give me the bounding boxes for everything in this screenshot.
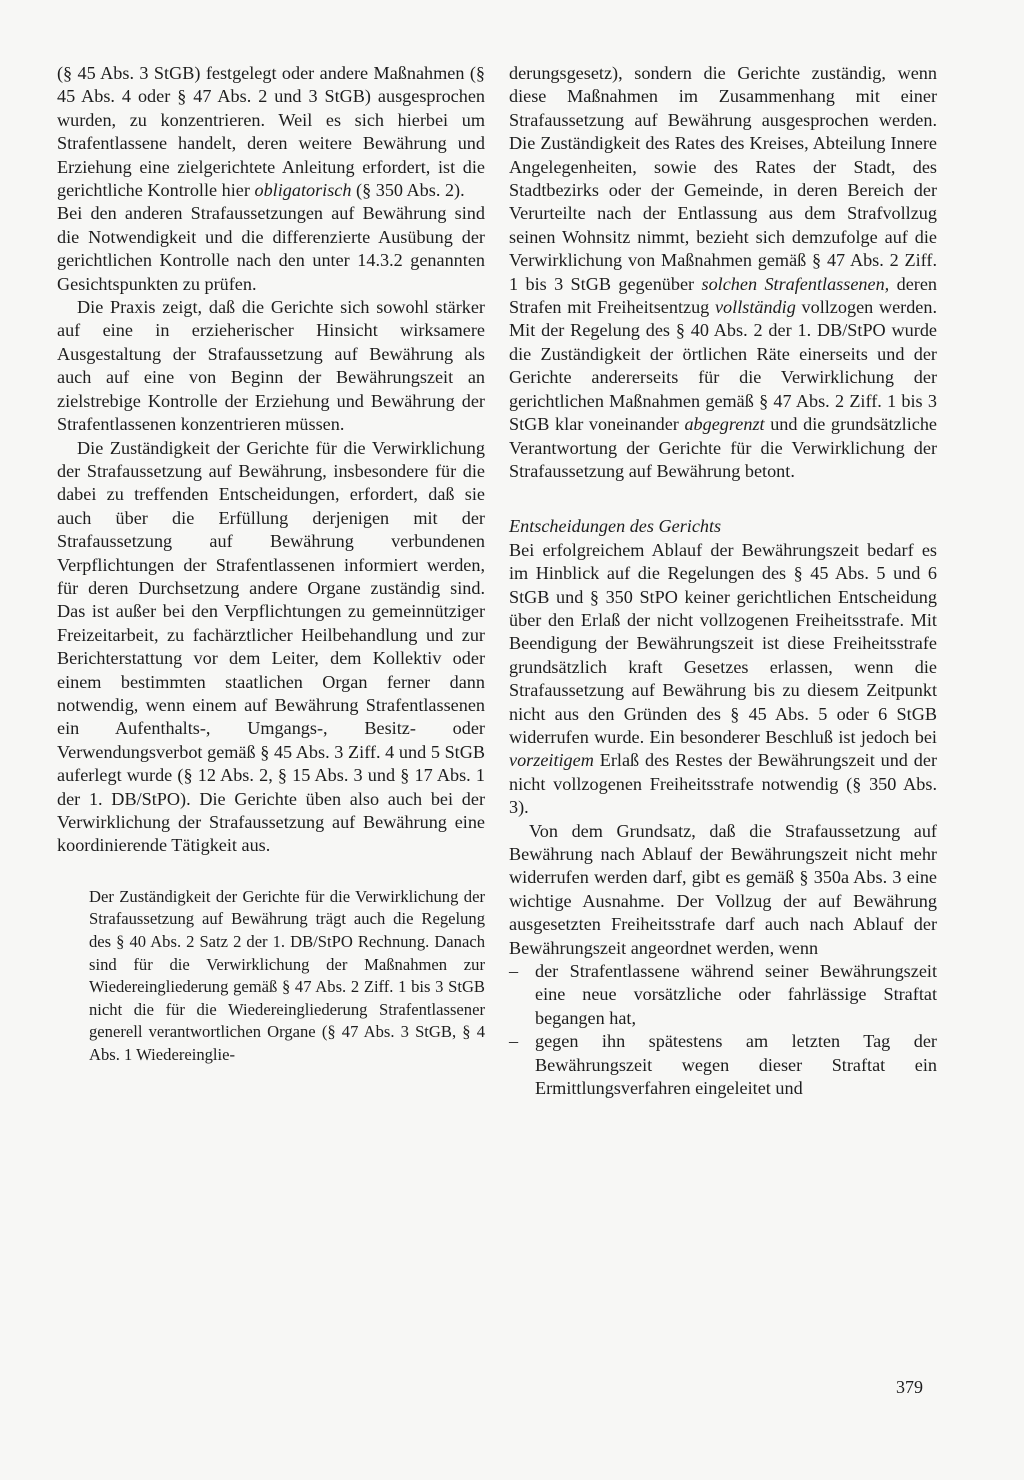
list-item-text: gegen ihn spätestens am letzten Tag der Bewährungszeit wegen dieser Straftat ein Ermittlungsverfahren eingeleitet und [535, 1031, 937, 1099]
text-run: derungsgesetz), sondern die Gerichte zuständig, wenn diese Maßnahmen im Zusammenhang mit einer Strafaussetzung auf Bewährung ausgesprochen werden. Die Zuständigkeit des Rates des Kreises, Abteilung Innere Angelegenheiten, sowie des Rates der Stadt, des Stadtbezirks oder der Gemeinde, in deren Bereich der Verurteilte nach der Entlassung aus dem Strafvollzug seinen Wohnsitz nimmt, bezieht sich demzufolge auf die Verwirklichung von Maßnahmen gemäß § 47 Abs. 2 Ziff. 1 bis 3 StGB gegenüber [509, 63, 937, 294]
paragraph: Bei den anderen Strafaussetzungen auf Bewährung sind die Notwendigkeit und die differenzierte Ausübung der gerichtlichen Kontrolle nach den unter 14.3.2 genannten Gesichtspunkten zu prüfen. [57, 203, 485, 294]
dash-list [509, 960, 937, 1100]
text-run: vollzogen werden. Mit der Regelung des § 40 Abs. 2 der 1. DB/StPO wurde die Zuständigkeit der örtlichen Räte einerseits und der Gerichte andererseits für die Verwirklichung der gerichtlichen Maßnahmen gemäß § 47 Abs. 2 Ziff. 1 bis 3 StGB klar voneinander [509, 297, 937, 435]
emphasis-text: vorzeitigem [509, 750, 594, 771]
dash-marker: – [509, 1031, 519, 1052]
left-column [57, 62, 485, 1067]
paragraph: Die Praxis zeigt, daß die Gerichte sich sowohl stärker auf eine in erzieherischer Hinsicht wirksamere Ausgestaltung der Strafaussetzung auf Bewährung als auch auf eine von Beginn der Bewährungszeit an zielstrebige Kontrolle der Erziehung und Bewährung der Strafentlassenen konzentrieren müssen. [57, 297, 485, 435]
text-run: (§ 350 Abs. 2). [351, 180, 465, 201]
paragraph: Die Zuständigkeit der Gerichte für die Verwirklichung der Strafaussetzung auf Bewährung, insbesondere für die dabei zu treffenden Entscheidungen, erfordert, daß sie auch über die Erfüllung derjenigen mit der Strafaussetzung auf Bewährung verbundenen Verpflichtungen der Strafentlassenen informiert werden, für deren Durchsetzung andere Organe zuständig sind. Das ist außer bei den Verpflichtungen zu gemeinnütziger Freizeitarbeit, zu fachärztlicher Heilbehandlung und zur Berichterstattung vor dem Leiter, dem Kollektiv oder einem bestimmten staatlichen Organ ferner dann notwendig, wenn einem auf Bewährung Strafentlassenen ein Aufenthalts-, Umgangs-, Besitz- oder Verwendungsverbot gemäß § 45 Abs. 3 Ziff. 4 und 5 StGB auferlegt wurde (§ 12 Abs. 2, § 15 Abs. 3 und § 17 Abs. 1 der 1. DB/StPO). Die Gerichte üben also auch bei der Verwirklichung der Strafaussetzung auf Bewährung eine koordinierende Tätigkeit aus. [57, 437, 485, 856]
text-run: deren Strafen mit Freiheitsentzug [509, 273, 937, 318]
right-column [509, 62, 937, 1100]
text-run: (§ 45 Abs. 3 StGB) festgelegt oder andere Maßnahmen (§ 45 Abs. 4 oder § 47 Abs. 2 und 3 StGB) ausgesprochen wurden, zu konzentrieren. Weil es sich hierbei um Strafentlassene handelt, deren weitere Bewährung und Erziehung eine zielgerichtete Anleitung erfordert, ist die gerichtliche Kontrolle hier [57, 63, 485, 201]
note-block: Der Zuständigkeit der Gerichte für die Verwirklichung der Strafaussetzung auf Bewährung trägt auch die Regelung des § 40 Abs. 2 Satz 2 der 1. DB/StPO Rechnung. Danach sind für die Verwirklichung der Maßnahmen zur Wiedereingliederung gemäß § 47 Abs. 2 Ziff. 1 bis 3 StGB nicht die für die Wiedereingliederung Strafentlassener generell verantwortlichen Organe (§ 47 Abs. 3 StGB, § 4 Abs. 1 Wiedereinglie- [89, 886, 485, 1064]
dash-marker: – [509, 961, 519, 982]
section-heading: Entscheidungen des Gerichts [509, 516, 722, 537]
emphasis-text: abgegrenzt [684, 414, 765, 435]
paragraph: Von dem Grundsatz, daß die Strafaussetzung auf Bewährung nach Ablauf der Bewährungszeit nicht mehr widerrufen werden darf, gibt es gemäß § 350a Abs. 3 eine wichtige Ausnahme. Der Vollzug der auf Bewährung ausgesetzten Freiheitsstrafe darf auch nach Ablauf der Bewährungszeit angeordnet werden, wenn [509, 820, 937, 958]
emphasis-text: obligatorisch [254, 180, 352, 201]
paragraph [509, 539, 937, 820]
list-item [509, 960, 937, 1030]
paragraph [57, 62, 485, 202]
list-item-text: der Strafentlassene während seiner Bewährungszeit eine neue vorsätzliche oder fahrlässige Straftat begangen hat, [535, 961, 937, 1028]
text-run: Bei erfolgreichem Ablauf der Bewährungszeit bedarf es im Hinblick auf die Regelungen des § 45 Abs. 5 und 6 StGB und § 350 StPO keiner gerichtlichen Entscheidung über den Erlaß der nicht vollzogenen Freiheitsstrafe. Mit Beendigung der Bewährungszeit ist diese Freiheitsstrafe grundsätzlich kraft Gesetzes erlassen, wenn die Strafaussetzung auf Bewährung bis zu diesem Zeitpunkt nicht aus den Gründen des § 45 Abs. 5 oder 6 StGB widerrufen wurde. Ein besonderer Beschluß ist jedoch bei [509, 539, 937, 747]
text-run: Erlaß des Restes der Bewährungszeit und der nicht vollzogenen Freiheitsstrafe notwendig (§ 350 Abs. 3). [509, 750, 937, 818]
emphasis-text: vollständig [714, 297, 796, 318]
text-run: und die grundsätzliche Verantwortung der Gerichte für die Verwirklichung der Strafaussetzung auf Bewährung betont. [509, 414, 937, 481]
emphasis-text: solchen Strafentlassenen, [701, 273, 890, 294]
paragraph [509, 62, 937, 483]
list-item [509, 1030, 937, 1100]
page-number: 379 [896, 1377, 923, 1397]
